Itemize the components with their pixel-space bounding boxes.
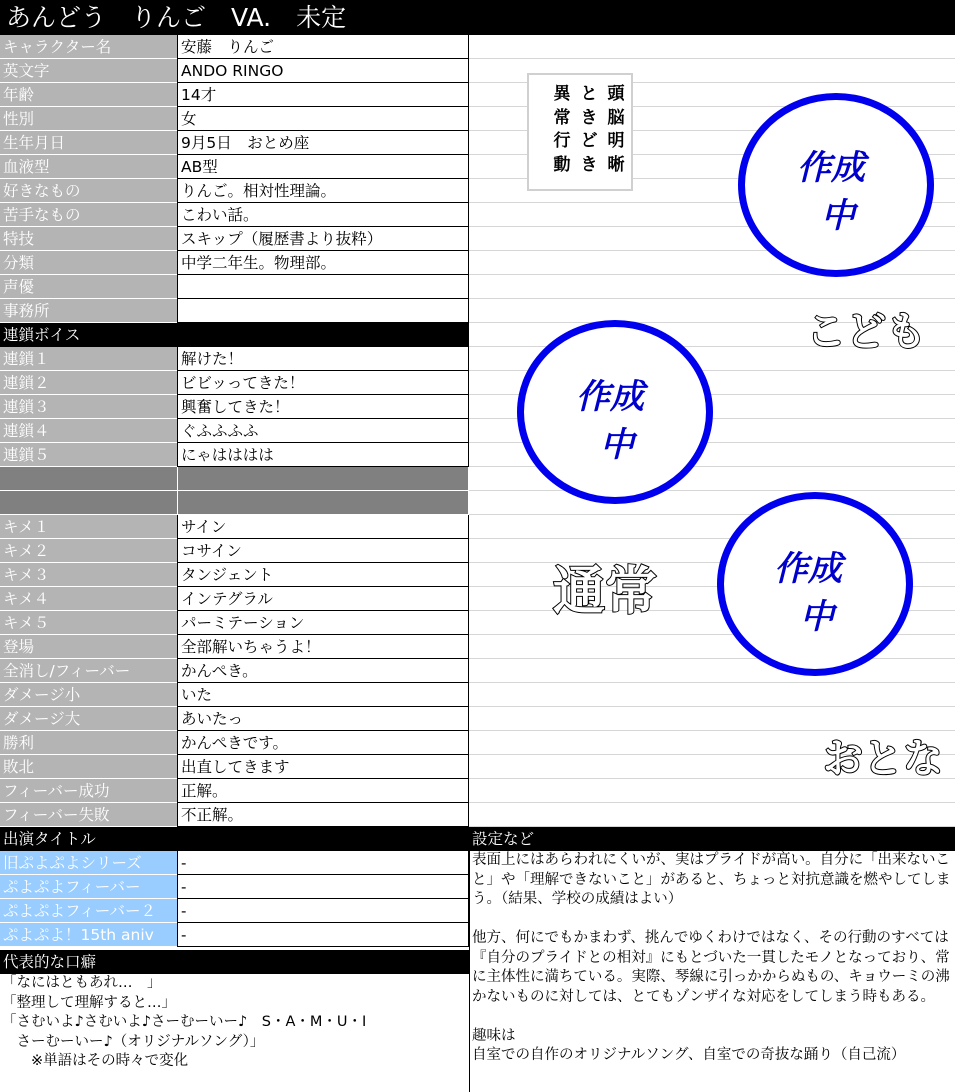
voice-row xyxy=(0,587,469,611)
empty-row xyxy=(0,491,469,515)
chain-label: 連鎖３ xyxy=(0,395,177,419)
voice-value: パーミテーション xyxy=(177,611,469,635)
chain-label: 連鎖２ xyxy=(0,371,177,395)
title-label: ぷよぷよ！15th aniv xyxy=(0,923,177,947)
title-label: ぷよぷよフィーバー２ xyxy=(0,899,177,923)
label-child: こども xyxy=(806,309,926,355)
stamp-text: 作成 xyxy=(797,148,865,188)
settings-paragraph: 他方、何にでもかまわず、挑んでゆくわけではなく、その行動のすべては『自分のプライドとの相対』にもとづいた一貫したモノとなっており、常に主体性に満ちている。実際、琴線に引っかからぬもの、キョウーミの沸かないものに対しては、とてもゾンザイな対応をしてしまう時もある。 xyxy=(472,930,950,1005)
stamp-text: 中 xyxy=(800,597,834,637)
profile-row xyxy=(0,107,469,131)
profile-value: こわい話。 xyxy=(177,203,469,227)
profile-label: 特技 xyxy=(0,227,177,251)
voice-row xyxy=(0,755,469,779)
profile-row xyxy=(0,83,469,107)
settings-header: 設定など xyxy=(469,827,955,851)
profile-label: 血液型 xyxy=(0,155,177,179)
profile-row xyxy=(0,203,469,227)
voice-row xyxy=(0,539,469,563)
voice-value: かんぺき。 xyxy=(177,659,469,683)
chain-row xyxy=(0,443,469,467)
chain-label: 連鎖５ xyxy=(0,443,177,467)
chain-label: 連鎖４ xyxy=(0,419,177,443)
settings-text xyxy=(469,851,955,1092)
voice-label: ダメージ小 xyxy=(0,683,177,707)
chain-value: 興奮してきた！ xyxy=(177,395,469,419)
chain-value: ビビッってきた！ xyxy=(177,371,469,395)
title-label: ぷよぷよフィーバー xyxy=(0,875,177,899)
section-header-chain xyxy=(0,323,469,347)
settings-paragraph: 趣味は xyxy=(472,1027,516,1044)
profile-value: 安藤 りんご xyxy=(177,35,469,59)
voice-row xyxy=(0,659,469,683)
voice-value: 全部解いちゃうよ！ xyxy=(177,635,469,659)
quotes-list xyxy=(0,974,469,1092)
voice-row xyxy=(0,683,469,707)
title-row xyxy=(0,899,469,923)
voice-value: コサイン xyxy=(177,539,469,563)
voice-label: キメ２ xyxy=(0,539,177,563)
profile-value: りんご。相対性理論。 xyxy=(177,179,469,203)
chain-value: にゃはははは xyxy=(177,443,469,467)
profile-value: 9月5日 おとめ座 xyxy=(177,131,469,155)
voice-label: フィーバー成功 xyxy=(0,779,177,803)
voice-value: タンジェント xyxy=(177,563,469,587)
chain-label: 連鎖１ xyxy=(0,347,177,371)
chain-header: 連鎖ボイス xyxy=(0,323,469,347)
quote-line: ※単語はその時々で変化 xyxy=(2,1053,189,1069)
profile-value: AB型 xyxy=(177,155,469,179)
profile-row xyxy=(0,179,469,203)
profile-label: 声優 xyxy=(0,275,177,299)
profile-label: 事務所 xyxy=(0,299,177,323)
profile-value: スキップ（履歴書より抜粋） xyxy=(177,227,469,251)
title-value: - xyxy=(177,899,469,923)
voice-row xyxy=(0,635,469,659)
stamp-text: 作成 xyxy=(774,549,842,589)
voice-row xyxy=(0,779,469,803)
chain-value: ぐふふふふ xyxy=(177,419,469,443)
settings-paragraph: 自室での自作のオリジナルソング、自室での奇抜な踊り（自己流） xyxy=(472,1047,906,1063)
titles-header: 出演タイトル xyxy=(0,827,469,851)
title-value: - xyxy=(177,923,469,947)
profile-value: ANDO RINGO xyxy=(177,59,469,83)
title-label: 旧ぷよぷよシリーズ xyxy=(0,851,177,875)
note-column: 異常行動 xyxy=(553,84,571,175)
voice-label: 登場 xyxy=(0,635,177,659)
chain-row xyxy=(0,395,469,419)
profile-row xyxy=(0,131,469,155)
quote-line: 「整理して理解すると…」 xyxy=(2,994,176,1011)
empty-value xyxy=(177,467,469,491)
voice-label: フィーバー失敗 xyxy=(0,803,177,827)
profile-label: 性別 xyxy=(0,107,177,131)
title-row xyxy=(0,875,469,899)
quote-line: 「なにはともあれ… 」 xyxy=(2,975,162,991)
profile-label: 苦手なもの xyxy=(0,203,177,227)
empty-value xyxy=(177,491,469,515)
chain-row xyxy=(0,419,469,443)
voice-value: いた xyxy=(177,683,469,707)
trait-note xyxy=(527,73,633,191)
wip-stamp-normal xyxy=(517,320,713,504)
voice-label: 敗北 xyxy=(0,755,177,779)
title-value: - xyxy=(177,875,469,899)
voice-row xyxy=(0,515,469,539)
title-row xyxy=(0,851,469,875)
voice-row xyxy=(0,563,469,587)
note-column: 頭脳明晰 xyxy=(607,84,625,175)
empty-label xyxy=(0,467,177,491)
voice-label: 勝利 xyxy=(0,731,177,755)
empty-row xyxy=(0,467,469,491)
voice-value: サイン xyxy=(177,515,469,539)
label-normal: 通常 xyxy=(553,562,658,622)
voice-label: キメ１ xyxy=(0,515,177,539)
stamp-text: 作成 xyxy=(576,377,644,417)
profile-table xyxy=(0,35,469,827)
quote-line: さーむーいー♪（オリジナルソング）」 xyxy=(2,1033,265,1050)
voice-label: 全消し/フィーバー xyxy=(0,659,177,683)
title-row xyxy=(0,923,469,947)
settings-gap xyxy=(472,1007,951,1027)
profile-row xyxy=(0,251,469,275)
profile-row xyxy=(0,155,469,179)
voice-label: キメ３ xyxy=(0,563,177,587)
wip-stamp-adult xyxy=(717,492,913,676)
profile-row xyxy=(0,275,469,299)
profile-label: 好きなもの xyxy=(0,179,177,203)
chain-row xyxy=(0,371,469,395)
voice-value: 不正解。 xyxy=(177,803,469,827)
quotes-header: 代表的な口癖 xyxy=(0,950,469,974)
note-column: と き ど き xyxy=(580,84,598,175)
profile-value: 女 xyxy=(177,107,469,131)
voice-label: ダメージ大 xyxy=(0,707,177,731)
chain-row xyxy=(0,347,469,371)
profile-label: 英文字 xyxy=(0,59,177,83)
voice-value: かんぺきです。 xyxy=(177,731,469,755)
page-title: あんどう りんご VA. 未定 xyxy=(0,0,955,35)
profile-label: キャラクター名 xyxy=(0,35,177,59)
profile-row xyxy=(0,35,469,59)
voice-value: インテグラル xyxy=(177,587,469,611)
profile-value: 中学二年生。物理部。 xyxy=(177,251,469,275)
title-value: - xyxy=(177,851,469,875)
voice-row xyxy=(0,611,469,635)
label-adult: おとな xyxy=(823,736,943,782)
profile-value: 14才 xyxy=(177,83,469,107)
stamp-text: 中 xyxy=(821,196,855,236)
profile-label: 生年月日 xyxy=(0,131,177,155)
stamp-text: 中 xyxy=(600,425,634,465)
voice-value: 出直してきます xyxy=(177,755,469,779)
profile-value xyxy=(177,275,469,299)
settings-paragraph: 表面上にはあらわれにくいが、実はプライドが高い。自分に「出来ないこと」や「理解できないこと」があると、ちょっと対抗意識を燃やしてしまう。（結果、学校の成績はよい） xyxy=(472,852,951,907)
empty-label xyxy=(0,491,177,515)
profile-row xyxy=(0,227,469,251)
voice-label: キメ５ xyxy=(0,611,177,635)
quote-line: 「さむいよ♪さむいよ♪さーむーいー♪ S・A・M・U・I xyxy=(2,1014,367,1030)
voice-label: キメ４ xyxy=(0,587,177,611)
profile-label: 年齢 xyxy=(0,83,177,107)
wip-stamp-child xyxy=(738,93,934,277)
profile-row xyxy=(0,59,469,83)
voice-value: 正解。 xyxy=(177,779,469,803)
voice-row xyxy=(0,731,469,755)
voice-row xyxy=(0,803,469,827)
chain-value: 解けた！ xyxy=(177,347,469,371)
voice-value: あいたっ xyxy=(177,707,469,731)
profile-value xyxy=(177,299,469,323)
profile-label: 分類 xyxy=(0,251,177,275)
voice-row xyxy=(0,707,469,731)
profile-row xyxy=(0,299,469,323)
settings-gap xyxy=(472,910,951,930)
